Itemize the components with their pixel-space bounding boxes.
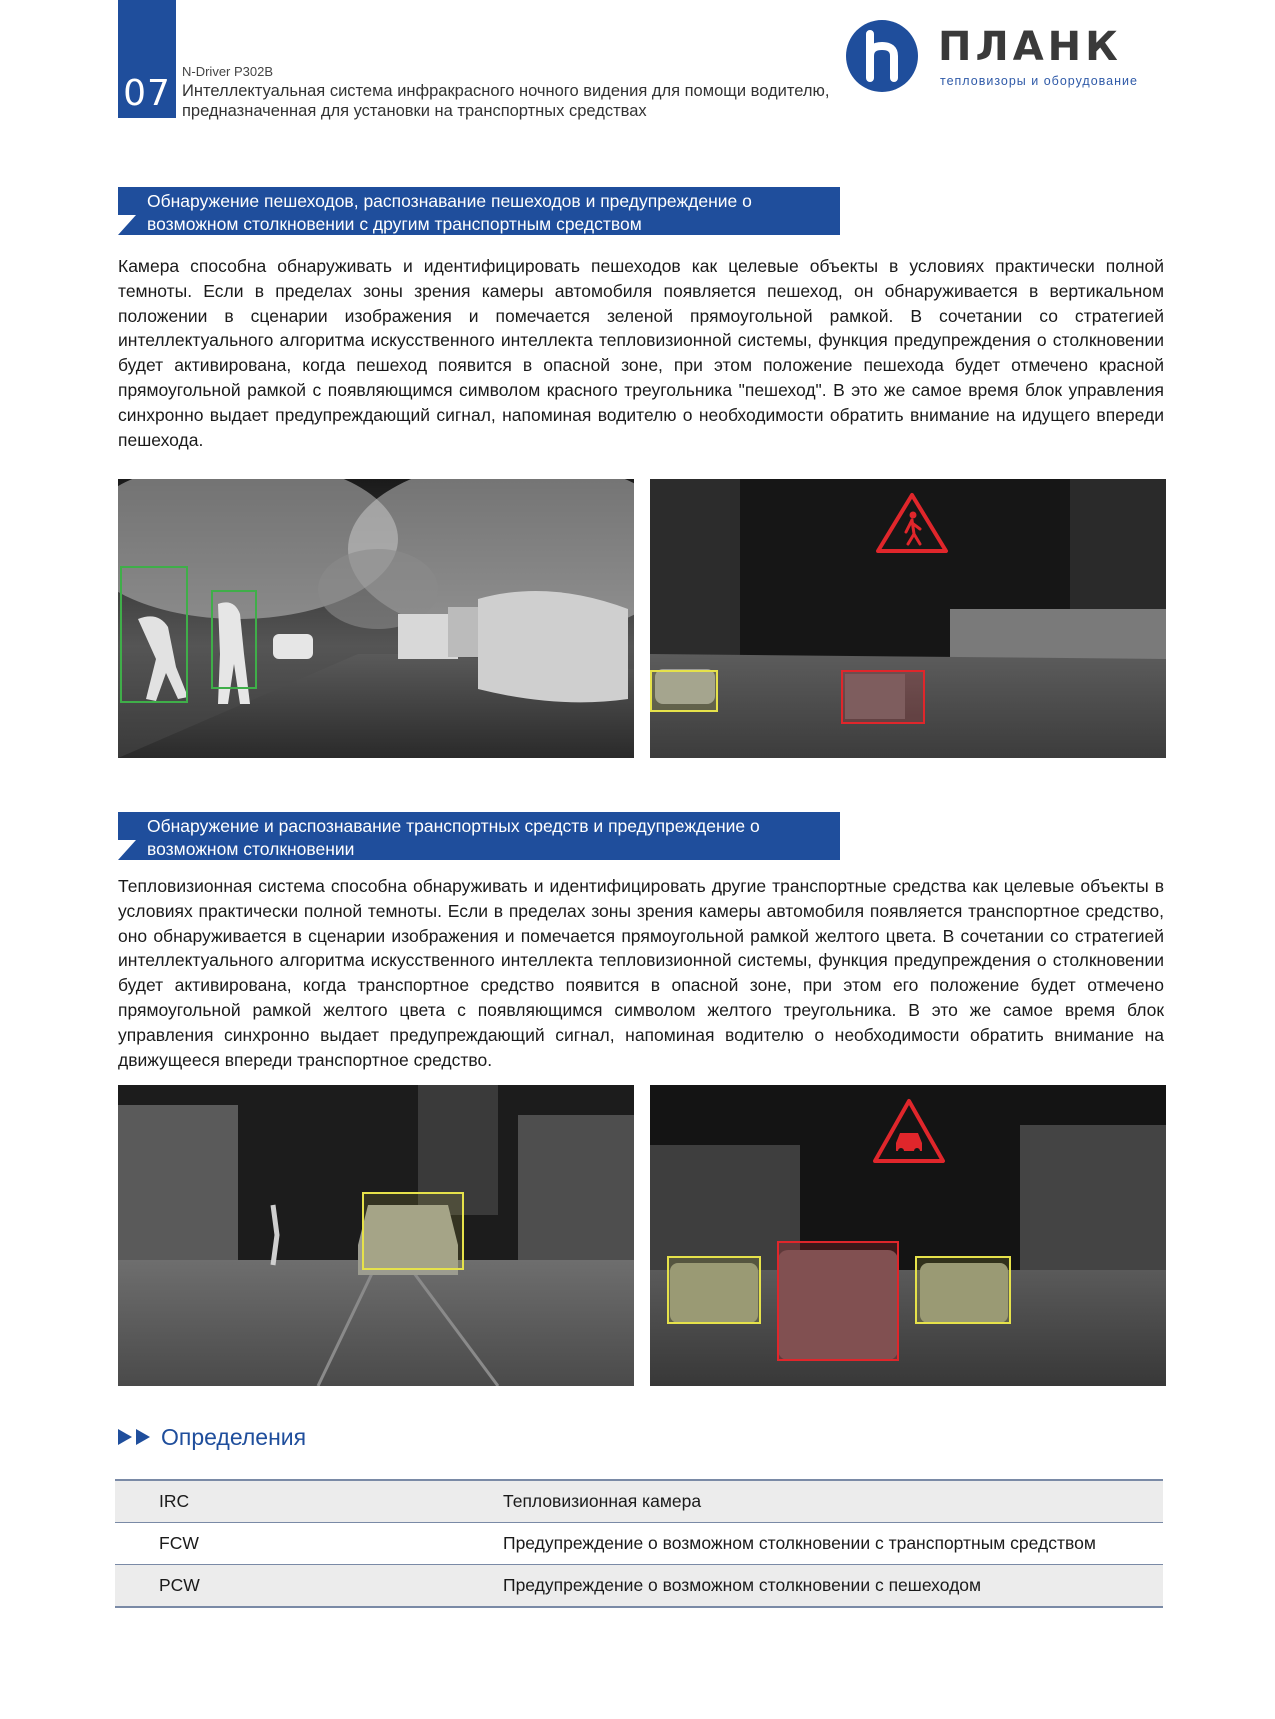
table-row xyxy=(115,1565,1163,1608)
double-arrow-icon xyxy=(118,1427,154,1447)
header-corner-decoration xyxy=(118,187,148,235)
thermal-image-vehicle-detection xyxy=(118,1085,634,1386)
header-corner-decoration xyxy=(118,812,148,860)
model-name: N-Driver P302B xyxy=(182,64,274,79)
section-pedestrian-header xyxy=(118,187,840,235)
page-number-badge xyxy=(118,0,176,118)
page-number: 07 xyxy=(123,73,171,114)
company-logo xyxy=(846,20,1176,94)
table-row xyxy=(115,1523,1163,1565)
subtitle-line-1: Интеллектуальная система инфракрасного ночного видения для помощи водителю, xyxy=(182,82,830,100)
section-vehicle-title: Обнаружение и распознавание транспортных средств и предупреждение о возможном столкновении xyxy=(147,816,760,859)
subtitle-line-2: предназначенная для установки на транспортных средствах xyxy=(182,102,647,120)
thermal-image-vehicle-warning xyxy=(650,1085,1166,1386)
vehicle-warning-box-red xyxy=(778,1242,898,1360)
section-pedestrian-text: Камера способна обнаруживать и идентифицировать пешеходов как целевые объекты в условиях практически полной темноты. Если в пределах зоны зрения камеры автомобиля появляется пешеход, он обнаруживается в вертикальном положении в сценарии изображения и помечается зеленой прямоугольной рамкой. В сочетании со стратегией интеллектуального алгоритма искусственного интеллекта тепловизионной системы, функция предупреждения о столкновении будет активирована, когда пешеход появится в опасной зоне, при этом положение пешехода будет отмечено красной прямоугольной рамкой с появляющимся символом красного треугольника "пешеход". В это же самое время блок управления синхронно выдает предупреждающий сигнал, напоминая водителю о необходимости обратить внимание на идущего впереди пешехода. xyxy=(118,256,1164,450)
vehicle-detection-box-yellow xyxy=(363,1193,463,1269)
vehicle-detection-box-yellow xyxy=(651,671,717,711)
definitions-table xyxy=(115,1479,1163,1608)
definition-term: FCW xyxy=(115,1523,503,1565)
table-row xyxy=(115,1480,1163,1523)
pedestrian-warning-box-red xyxy=(842,671,924,723)
definition-term: PCW xyxy=(115,1565,503,1608)
document-subtitle xyxy=(182,81,882,121)
section-vehicle-header xyxy=(118,812,840,860)
thermal-image-pedestrian-warning xyxy=(650,479,1166,758)
definition-term: IRC xyxy=(115,1480,503,1523)
definition-meaning: Предупреждение о возможном столкновении с транспортным средством xyxy=(503,1523,1163,1565)
definition-meaning: Тепловизионная камера xyxy=(503,1480,1163,1523)
definitions-title: Определения xyxy=(161,1424,307,1450)
logo-h-icon xyxy=(846,20,918,92)
definition-meaning: Предупреждение о возможном столкновении с пешеходом xyxy=(503,1565,1163,1608)
section-pedestrian-title: Обнаружение пешеходов, распознавание пешеходов и предупреждение о возможном столкновении с другим транспортным средством xyxy=(147,191,752,234)
thermal-image-pedestrian-detection xyxy=(118,479,634,758)
logo-tagline: тепловизоры и оборудование xyxy=(940,74,1138,88)
section-vehicle-text: Тепловизионная система способна обнаруживать и идентифицировать другие транспортные средства как целевые объекты в условиях практически полной темноты. Если в пределах зоны зрения камеры автомобиля появляется транспортное средство, оно обнаруживается в сценарии изображения и помечается прямоугольной рамкой желтого цвета. В сочетании со стратегией интеллектуального алгоритма искусственного интеллекта тепловизионной системы, функция предупреждения о столкновении будет активирована, когда транспортное средство появится в опасной зоне, при этом его положение будет отмечено прямоугольной рамкой желтого цвета с появляющимся символом желтого треугольника. В это же самое время блок управления синхронно выдает предупреждающий сигнал, напоминая водителю о необходимости обратить внимание на движущееся впереди транспортное средство. xyxy=(118,876,1164,1070)
logo-name: ПЛАНК xyxy=(938,24,1122,70)
vehicle-detection-box-yellow xyxy=(668,1257,760,1323)
vehicle-detection-box-yellow xyxy=(916,1257,1010,1323)
